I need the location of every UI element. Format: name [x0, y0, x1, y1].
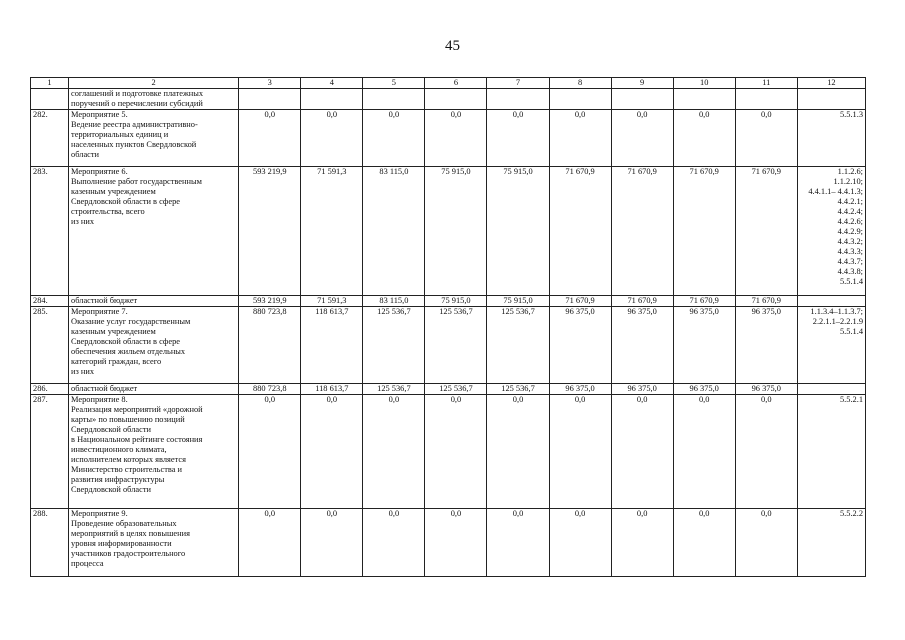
value-cell: 71 670,9 [735, 296, 797, 307]
value-cell: 71 591,3 [301, 296, 363, 307]
row-description: областной бюджет [69, 296, 239, 307]
value-cell: 0,0 [487, 110, 549, 167]
row-number: 285. [31, 307, 69, 384]
value-cell: 0,0 [363, 509, 425, 577]
table-row [31, 89, 866, 110]
value-cell: 125 536,7 [487, 307, 549, 384]
table-row [31, 307, 866, 384]
value-cell: 0,0 [487, 509, 549, 577]
value-cell [487, 89, 549, 110]
row-description: Мероприятие 7. Оказание услуг государственным казенным учреждением Свердловской области в сфере обеспечения жильем отдельных категорий граждан, всего из них [69, 307, 239, 384]
value-cell: 125 536,7 [487, 384, 549, 395]
value-cell: 0,0 [673, 395, 735, 509]
table-row [31, 296, 866, 307]
column-header: 1 [31, 78, 69, 89]
table-row [31, 110, 866, 167]
table-row [31, 167, 866, 296]
value-cell [549, 89, 611, 110]
page-number: 45 [445, 38, 460, 54]
value-cell: 593 219,9 [239, 296, 301, 307]
table-row [31, 509, 866, 577]
target-indicator-refs [797, 296, 865, 307]
row-number [31, 89, 69, 110]
target-indicator-refs: 1.1.3.4–1.1.3.7; 2.2.1.1–2.2.1.9 5.5.1.4 [797, 307, 865, 384]
value-cell: 75 915,0 [487, 296, 549, 307]
value-cell: 71 591,3 [301, 167, 363, 296]
value-cell: 125 536,7 [425, 384, 487, 395]
value-cell [611, 89, 673, 110]
value-cell: 0,0 [425, 110, 487, 167]
value-cell: 0,0 [549, 110, 611, 167]
value-cell: 96 375,0 [549, 384, 611, 395]
column-header: 7 [487, 78, 549, 89]
value-cell: 96 375,0 [735, 307, 797, 384]
target-indicator-refs: 5.5.2.1 [797, 395, 865, 509]
value-cell: 0,0 [611, 395, 673, 509]
row-description: Мероприятие 8. Реализация мероприятий «дорожной карты» по повышению позиций Свердловской области в Национальном рейтинге состояния инвестиционного климата, исполнителем которых является Министерство строительства и развития инфраструктуры Свердловской области [69, 395, 239, 509]
column-header: 12 [797, 78, 865, 89]
value-cell: 96 375,0 [549, 307, 611, 384]
row-description: областной бюджет [69, 384, 239, 395]
value-cell: 0,0 [735, 110, 797, 167]
value-cell: 0,0 [425, 509, 487, 577]
value-cell: 0,0 [425, 395, 487, 509]
value-cell [673, 89, 735, 110]
value-cell: 96 375,0 [673, 384, 735, 395]
value-cell: 83 115,0 [363, 167, 425, 296]
value-cell: 0,0 [549, 509, 611, 577]
target-indicator-refs: 1.1.2.6; 1.1.2.10; 4.4.1.1– 4.4.1.3; 4.4.2.1; 4.4.2.4; 4.4.2.6; 4.4.2.9; 4.4.3.2; 4.4.3.3; 4.4.3.7; 4.4.3.8; 5.5.1.4 [797, 167, 865, 296]
value-cell: 880 723,8 [239, 384, 301, 395]
row-number: 287. [31, 395, 69, 509]
value-cell: 96 375,0 [611, 307, 673, 384]
value-cell: 75 915,0 [425, 296, 487, 307]
value-cell: 0,0 [673, 110, 735, 167]
value-cell: 0,0 [239, 395, 301, 509]
value-cell: 0,0 [363, 395, 425, 509]
value-cell: 118 613,7 [301, 307, 363, 384]
column-header: 4 [301, 78, 363, 89]
row-number: 284. [31, 296, 69, 307]
column-header: 8 [549, 78, 611, 89]
value-cell: 0,0 [549, 395, 611, 509]
value-cell [239, 89, 301, 110]
value-cell: 0,0 [611, 509, 673, 577]
header-row [31, 78, 866, 89]
value-cell: 0,0 [239, 509, 301, 577]
row-description: Мероприятие 9. Проведение образовательных мероприятий в целях повышения уровня информированности участников градостроительного процесса [69, 509, 239, 577]
target-indicator-refs [797, 89, 865, 110]
target-indicator-refs [797, 384, 865, 395]
table-row [31, 384, 866, 395]
value-cell: 71 670,9 [735, 167, 797, 296]
value-cell: 118 613,7 [301, 384, 363, 395]
row-description: Мероприятие 5. Ведение реестра административно- территориальных единиц и населенных пунктов Свердловской области [69, 110, 239, 167]
target-indicator-refs: 5.5.2.2 [797, 509, 865, 577]
value-cell: 880 723,8 [239, 307, 301, 384]
value-cell: 71 670,9 [611, 296, 673, 307]
value-cell: 0,0 [611, 110, 673, 167]
column-header: 11 [735, 78, 797, 89]
column-header: 9 [611, 78, 673, 89]
column-header: 5 [363, 78, 425, 89]
value-cell: 71 670,9 [673, 167, 735, 296]
value-cell [363, 89, 425, 110]
column-header: 3 [239, 78, 301, 89]
row-description: Мероприятие 6. Выполнение работ государственным казенным учреждением Свердловской области в сфере строительства, всего из них [69, 167, 239, 296]
value-cell: 0,0 [735, 395, 797, 509]
program-table [30, 77, 866, 577]
value-cell: 0,0 [301, 509, 363, 577]
value-cell [735, 89, 797, 110]
value-cell: 593 219,9 [239, 167, 301, 296]
value-cell: 0,0 [301, 110, 363, 167]
value-cell: 0,0 [239, 110, 301, 167]
value-cell: 96 375,0 [735, 384, 797, 395]
row-number: 286. [31, 384, 69, 395]
value-cell: 0,0 [363, 110, 425, 167]
column-header: 2 [69, 78, 239, 89]
row-number: 282. [31, 110, 69, 167]
value-cell: 83 115,0 [363, 296, 425, 307]
value-cell: 96 375,0 [673, 307, 735, 384]
value-cell [425, 89, 487, 110]
value-cell: 71 670,9 [611, 167, 673, 296]
row-number: 283. [31, 167, 69, 296]
row-number: 288. [31, 509, 69, 577]
column-header: 10 [673, 78, 735, 89]
value-cell: 71 670,9 [549, 167, 611, 296]
table-body [31, 89, 866, 577]
value-cell: 125 536,7 [363, 307, 425, 384]
value-cell: 0,0 [301, 395, 363, 509]
value-cell: 0,0 [487, 395, 549, 509]
table-row [31, 395, 866, 509]
value-cell: 96 375,0 [611, 384, 673, 395]
value-cell: 125 536,7 [363, 384, 425, 395]
value-cell: 0,0 [673, 509, 735, 577]
value-cell [301, 89, 363, 110]
row-description: соглашений и подготовке платежных поручений о перечислении субсидий [69, 89, 239, 110]
value-cell: 75 915,0 [425, 167, 487, 296]
value-cell: 71 670,9 [549, 296, 611, 307]
value-cell: 75 915,0 [487, 167, 549, 296]
value-cell: 125 536,7 [425, 307, 487, 384]
value-cell: 0,0 [735, 509, 797, 577]
value-cell: 71 670,9 [673, 296, 735, 307]
column-header: 6 [425, 78, 487, 89]
target-indicator-refs: 5.5.1.3 [797, 110, 865, 167]
